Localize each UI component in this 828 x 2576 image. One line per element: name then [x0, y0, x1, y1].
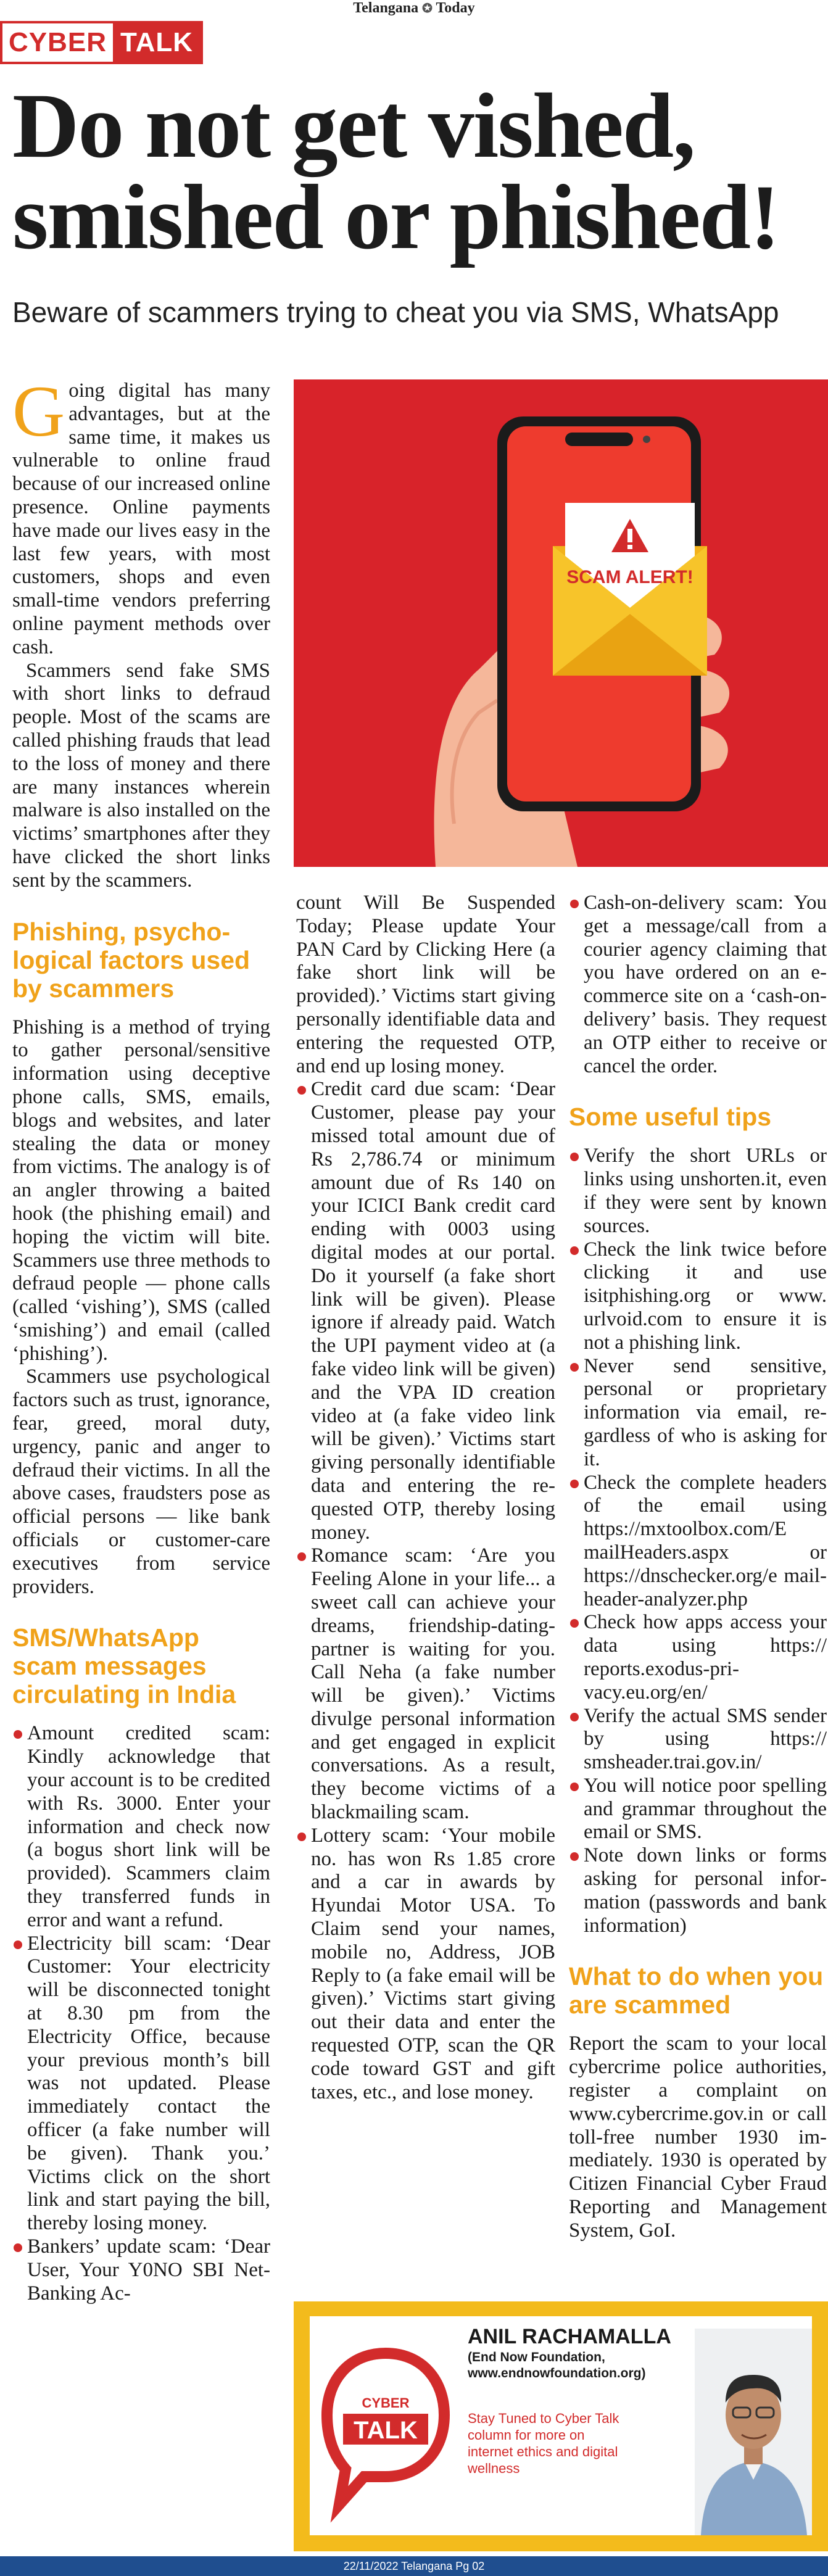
- bankers-scam-continuation: count Will Be Suspended Today; Please update Your PAN Card by Clicking Here (a fake short link will be provided).’ Victims start giving personally identifiable data and entering the requested OTP, and end up losing money.: [296, 892, 555, 1077]
- author-box-inner: [310, 2316, 812, 2535]
- drop-cap: G: [12, 371, 65, 452]
- hero-svg: [294, 379, 828, 867]
- author-name: ANIL RACHAMALLA: [468, 2325, 671, 2348]
- scam-alert-text: SCAM ALERT!: [566, 567, 693, 587]
- scam-list-1: [12, 1722, 270, 2305]
- masthead-left: Telangana: [353, 0, 419, 16]
- masthead-right: Today: [436, 0, 475, 16]
- list-item: Check the link twice before clicking it and use isitphishing.org or www. urlvoid.com to ensure it is not a phishing link.: [569, 1238, 827, 1355]
- column-1: [12, 371, 270, 2305]
- list-item: You will notice poor spelling and grammar throughout the email or SMS.: [569, 1775, 827, 1844]
- list-item: Lottery scam: ‘Your mobile no. has won Rs 1.85 crore and a car in awards by Hyundai Motor USA. To Claim send your names, mobile no, Address, JOB Reply to (a fake email will be given).’ Victims start giving out their data and enter the requested OTP, scan the QR code toward GST and gift taxes, etc., and lose money.: [296, 1824, 555, 2105]
- author-box: [294, 2301, 828, 2551]
- column-note: Stay Tuned to Cyber Talk column for more on internet ethics and digital wellness: [468, 2411, 619, 2476]
- heading-useful-tips: Some useful tips: [569, 1103, 772, 1132]
- masthead: [0, 0, 828, 17]
- what-to-do-paragraph: Report the scam to your local cybercrime police authorities, register a complaint on www.cybercrime.gov.in or call toll-free number 1930 immediately. 1930 is operated by Citizen Financial Cyber Fraud Reporting and Management System, GoI.: [569, 2032, 827, 2242]
- headline-line1: Do not get vished,: [12, 75, 695, 177]
- column-3: [569, 892, 827, 2243]
- list-item: Never send sensitive, personal or proprietary information via email, regardless of who is asking for it.: [569, 1355, 827, 1472]
- hero-illustration: [294, 379, 828, 867]
- headline-line2: smished or phished!: [12, 166, 779, 268]
- bird-emblem-icon: ✪: [422, 2, 433, 15]
- subhead: Beware of scammers trying to cheat you via SMS, WhatsApp: [12, 296, 779, 328]
- list-item: Check the complete headers of the email using https://mxtoolbox.com/E mailHeaders.aspx or https://dnschecker.org/e mail-header-analyzer.php: [569, 1472, 827, 1612]
- author-info: [468, 2324, 702, 2477]
- tips-list: [569, 1145, 827, 1937]
- intro-paragraph-2: Scammers send fake SMS with short links to defraud people. Most of the scams are called phishing frauds that lead to the loss of money and there are many instances wherein malware is also installed on the victims’ smartphones after they have clicked the short links sent by the scammers.: [12, 659, 270, 892]
- page-footer-bar: 22/11/2022 Telangana Pg 02: [0, 2556, 828, 2576]
- logo-cyber-text: CYBER: [362, 2395, 410, 2411]
- author-website: www.endnowfoundation.org): [468, 2366, 646, 2380]
- heading-what-to-do: What to do when you are scammed: [569, 1962, 824, 2019]
- cyber-talk-logo-icon: [321, 2329, 450, 2526]
- author-photo: [695, 2329, 812, 2535]
- heading-phishing: Phishing, psychological factors used by scammers: [12, 917, 250, 1003]
- phishing-paragraph-1: Phishing is a method of trying to gather personal/sensitive information using deceptive phone calls, SMS, emails, blogs and websites, and later stealing the data or money from victims. The analogy is of an angler throwing a baited hook (the phishing email) and hoping the victim will bite. Scammers use three methods to defraud people — phone calls (called ‘vishing’), SMS (called ‘smishing’) and email (called ‘phishing’).: [12, 1016, 270, 1365]
- intro-paragraph: Going digital has many advantages, but at the same time, it makes us vulnerable to online fraud because of our increased online presence. Online payments have made our lives easy in the last few years, with most customers, shops and even small-time vendors preferring online payment methods over cash.: [12, 371, 270, 658]
- list-item: Check how apps access your data using https:// reports.exodus-privacy.eu.org/en/: [569, 1611, 827, 1704]
- list-item: Verify the short URLs or links using unshorten.it, even if they were sent by known sources.: [569, 1145, 827, 1238]
- list-item: Romance scam: ‘Are you Feeling Alone in your life... a sweet call can achieve your dreams, friendship-dating-partner is waiting for you. Call Neha (a fake number will be given).’ Victims divulge personal information and get engaged in explicit conversations. As a result, they become victims of a blackmailing scam.: [296, 1544, 555, 1824]
- list-item: Amount credited scam: Kindly acknowledge that your account is to be credited with Rs. 3000. Enter your information and check now (a bogus short link will be provided). Scammers claim they transferred funds in error and want a refund.: [12, 1722, 270, 1932]
- section-tag-cyber: CYBER: [9, 27, 107, 57]
- scam-list-2: [296, 1078, 555, 2104]
- list-item: Electricity bill scam: ‘Dear Customer: Your electricity will be disconnected tonight at 8.30 pm from the Electricity Office, because your previous month’s bill was not updated. Please immediately contact the officer (a fake number will be given). Thank you.’ Victims click on the short link and start paying the bill, thereby losing money.: [12, 1932, 270, 2235]
- author-org: (End Now Foundation,: [468, 2350, 605, 2364]
- list-item: Credit card due scam: ‘Dear Customer, please pay your missed total amount due of Rs 2,786.74 or minimum amount due of Rs 140 on your ICICI Bank credit card ending with 0003 using digital modes at our portal. Do it yourself (a fake short link will be given). Please ignore if already paid. Watch the UPI payment video at (a fake video link will be given) and the VPA ID creation video at (a fake video link will be given).’ Victims start giving personally identifiable data and entering the requested OTP, thereby losing money.: [296, 1078, 555, 1544]
- list-item: Bankers’ update scam: ‘Dear User, Your Y0NO SBI Net-Banking Ac-: [12, 2235, 270, 2305]
- section-tag-talk: TALK: [113, 23, 201, 62]
- list-item: Cash-on-delivery scam: You get a message/call from a courier agency claiming that you have ordered on an e-commerce site on a ‘cash-on-delivery’ basis. They request an OTP either to receive or cancel the order.: [569, 892, 827, 1078]
- logo-talk-text: TALK: [354, 2417, 418, 2444]
- scam-list-3: [569, 892, 827, 1078]
- phishing-paragraph-2: Scammers use psychological factors such as trust, ignorance, fear, greed, moral duty, urgency, panic and anger to defraud their victims. In all the above cases, fraudsters pose as official persons — like bank officials or customer-care executives from service providers.: [12, 1365, 270, 1598]
- list-item: Note down links or forms asking for personal information (passwords and bank information): [569, 1844, 827, 1937]
- list-item: Verify the actual SMS sender by using https:// smsheader.trai.gov.in/: [569, 1705, 827, 1775]
- column-2: [296, 892, 555, 2104]
- heading-sms-scams: SMS/WhatsApp scam messages circulating in India: [12, 1623, 236, 1709]
- section-tag: [0, 21, 203, 64]
- headline: [12, 75, 814, 268]
